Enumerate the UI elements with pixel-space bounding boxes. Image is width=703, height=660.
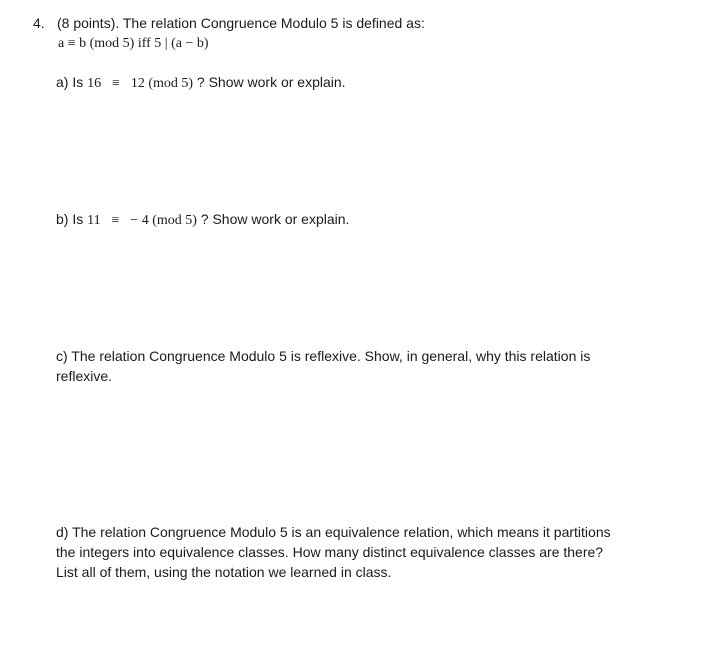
part-a-op: ≡ — [112, 76, 120, 91]
part-a — [56, 74, 346, 92]
part-b-lhs: 11 — [87, 213, 101, 228]
part-a-lhs: 16 — [87, 76, 102, 91]
part-b — [56, 211, 349, 229]
part-b-rhs: − 4 (mod 5) — [130, 213, 197, 228]
part-a-rhs: 12 (mod 5) — [130, 76, 194, 91]
question-header: (8 points). The relation Congruence Modulo 5 is defined as: — [57, 15, 425, 31]
question-number: 4. — [33, 15, 45, 31]
part-b-prefix: b) Is — [56, 211, 84, 227]
part-d: d) The relation Congruence Modulo 5 is an equivalence relation, which means it partitions the integers into equivalence classes. How many distinct equivalence classes are there? List all of them, using the notation we learned in class. — [56, 524, 611, 580]
part-b-suffix: ? Show work or explain. — [200, 211, 350, 227]
part-c: c) The relation Congruence Modulo 5 is reflexive. Show, in general, why this relation is reflexive. — [56, 348, 591, 384]
part-b-op: ≡ — [111, 213, 120, 228]
definition-formula: a ≡ b (mod 5) iff 5 | (a − b) — [58, 36, 209, 51]
part-a-prefix: a) Is — [56, 74, 84, 90]
part-a-suffix: ? Show work or explain. — [196, 74, 346, 90]
